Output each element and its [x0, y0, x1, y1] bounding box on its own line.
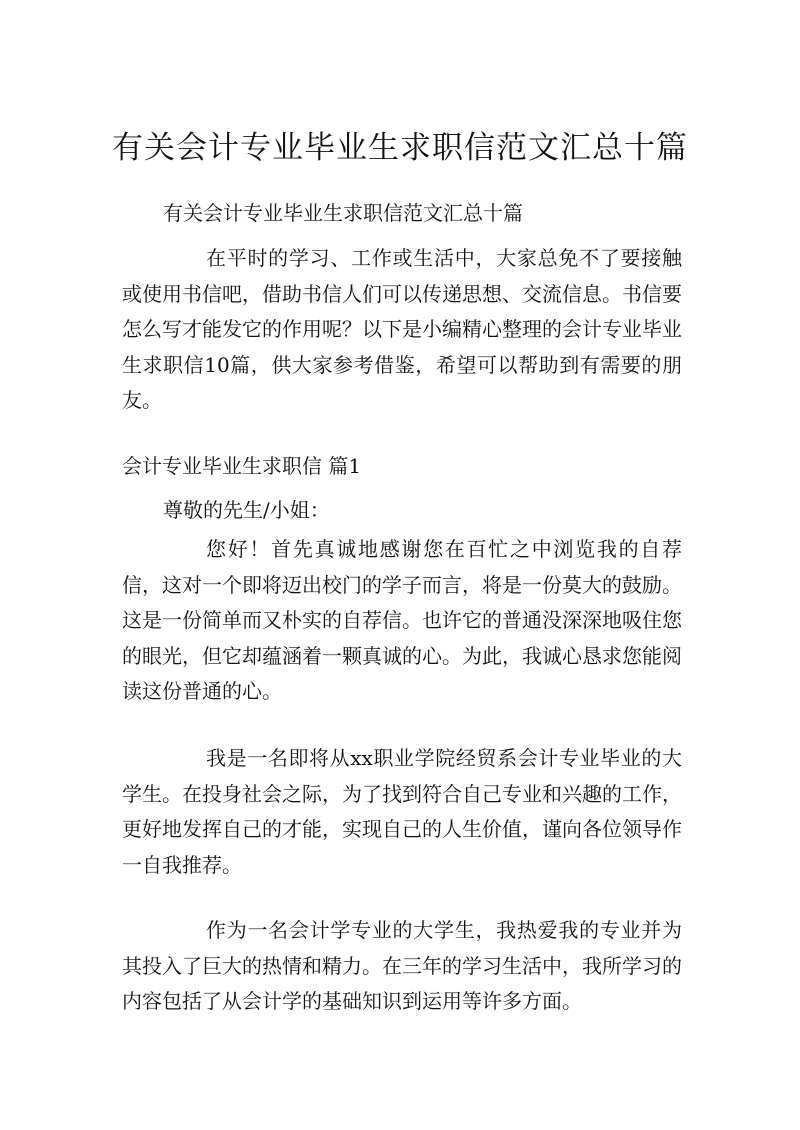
letter-paragraph-3: 作为一名会计学专业的大学生，我热爱我的专业并为其投入了巨大的热情和精力。在三年的学习生活中，我所学习的内容包括了从会计学的基础知识到运用等许多方面。 — [122, 918, 682, 1013]
letter-greeting: 尊敬的先生/小姐： — [163, 498, 330, 522]
page-title: 有关会计专业毕业生求职信范文汇总十篇 — [112, 130, 688, 166]
section-heading: 会计专业毕业生求职信 篇1 — [122, 454, 362, 478]
letter-paragraph-1: 您好！首先真诚地感谢您在百忙之中浏览我的自荐信，这对一个即将迈出校门的学子而言，将是一份莫大的鼓励。这是一份简单而又朴实的自荐信。也许它的普通没深深地吸住您的眼光，但它却蕴涵着一颗真诚的心。为此，我诚心恳求您能阅读这份普通的心。 — [122, 537, 682, 703]
document-subtitle: 有关会计专业毕业生求职信范文汇总十篇 — [163, 201, 523, 225]
letter-paragraph-2: 我是一名即将从xx职业学院经贸系会计专业毕业的大学生。在投身社会之际，为了找到符合自己专业和兴趣的工作，更好地发挥自己的才能，实现自己的人生价值，谨向各位领导作一自我推荐。 — [122, 746, 682, 877]
intro-paragraph: 在平时的学习、工作或生活中，大家总免不了要接触或使用书信吧，借助书信人们可以传递思想、交流信息。书信要怎么写才能发它的作用呢？以下是小编精心整理的会计专业毕业生求职信10篇，供大家参考借鉴，希望可以帮助到有需要的朋友。 — [122, 246, 682, 412]
